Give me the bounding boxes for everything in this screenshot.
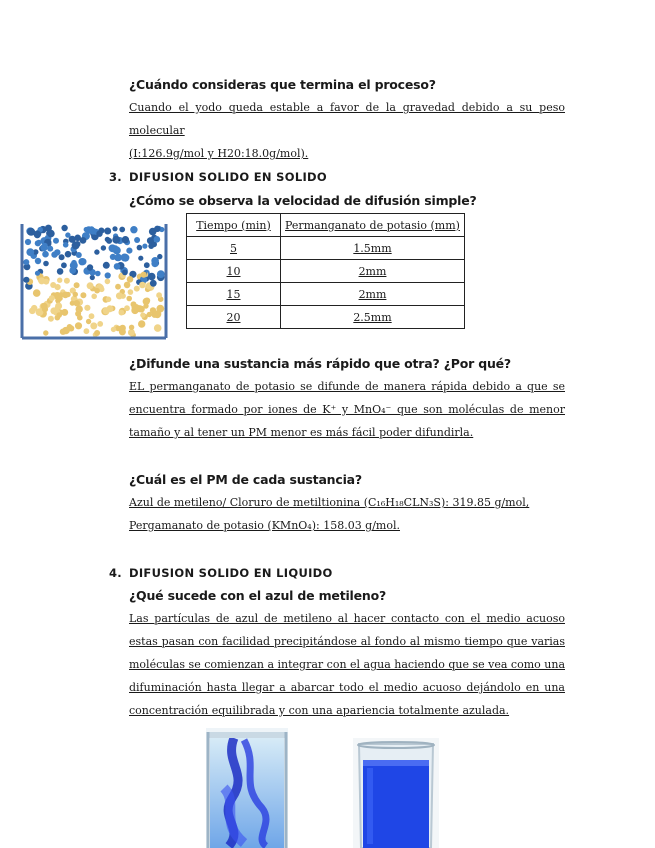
cell-time: 5: [187, 237, 281, 260]
table-header-row: [187, 214, 465, 237]
blue-bead: [53, 238, 59, 244]
blue-bead: [65, 251, 72, 258]
yellow-bead: [141, 272, 147, 278]
section-4-title: DIFUSION SOLIDO EN LIQUIDO: [129, 566, 333, 580]
yellow-bead: [111, 327, 116, 332]
blue-bead: [72, 241, 80, 249]
question-pm: ¿Cuál es el PM de cada sustancia?: [129, 472, 362, 487]
yellow-bead: [106, 305, 113, 312]
question-faster: ¿Difunde una sustancia más rápido que otra? ¿Por qué?: [129, 356, 511, 371]
blue-bead: [126, 248, 132, 254]
yellow-bead: [94, 288, 100, 294]
yellow-bead: [75, 322, 82, 329]
yellow-bead: [86, 319, 91, 324]
cell-value: 2mm: [281, 283, 465, 306]
blue-bead: [122, 236, 129, 243]
blue-bead: [23, 259, 29, 265]
solid-diffusion-image: [20, 220, 168, 340]
yellow-bead: [56, 312, 62, 318]
answer-end-line-2: (I:126.9g/mol y H20:18.0g/mol).: [129, 147, 309, 160]
blue-bead: [138, 256, 143, 261]
blue-bead: [42, 251, 49, 258]
yellow-bead: [38, 277, 45, 284]
yellow-bead: [119, 310, 125, 316]
yellow-bead: [80, 292, 86, 298]
blue-bead: [104, 228, 111, 235]
section-4-number: 4.: [109, 566, 122, 580]
yellow-bead: [50, 307, 57, 314]
blue-bead: [43, 261, 49, 267]
answer-methylene-blue: Las partículas de azul de metileno al hacer contacto con el medio acuoso estas pasan con facilidad precipitándose al fondo al mismo tiempo que varias moléculas se comienzan a integrar con el agua haciendo que se vea como una difuminación hasta llegar a abarcar todo el medio acuoso dejándolo en una concentración equilibrada y con una apariencia totalmente azulada.: [129, 612, 565, 717]
yellow-bead: [43, 330, 48, 335]
blue-bead: [80, 237, 87, 244]
blue-bead: [35, 258, 41, 264]
blue-bead: [151, 260, 158, 267]
blue-bead: [119, 227, 125, 233]
answer-pm-line-2: Pergamanato de potasio (KMnO₄): 158.03 g/mol.: [129, 519, 400, 532]
blue-bead: [35, 271, 40, 276]
yellow-bead: [124, 305, 130, 311]
answer-end-process: [129, 96, 565, 165]
blue-bead: [61, 225, 67, 231]
yellow-bead: [126, 296, 132, 302]
header-permanganate: Permanganato de potasio (mm): [281, 214, 465, 237]
blue-bead: [80, 258, 87, 265]
yellow-bead: [97, 321, 103, 327]
blue-bead: [148, 273, 156, 281]
yellow-bead: [132, 305, 137, 310]
blue-bead: [105, 237, 110, 242]
blue-bead: [26, 248, 34, 256]
cell-time: 20: [187, 306, 281, 329]
yellow-bead: [73, 292, 78, 297]
header-time: Tiempo (min): [187, 214, 281, 237]
blue-bead: [113, 246, 121, 254]
blue-beaker-photo: [353, 738, 439, 848]
blue-bead: [112, 226, 117, 231]
yellow-bead: [115, 284, 121, 290]
yellow-bead: [74, 300, 80, 306]
answer-pm: [129, 491, 565, 537]
yellow-bead: [89, 313, 95, 319]
blue-bead: [137, 245, 143, 251]
question-end-process: ¿Cuándo consideras que termina el proceso?: [129, 77, 436, 92]
section-3-title: DIFUSION SOLIDO EN SOLIDO: [129, 170, 327, 184]
table-row: [187, 237, 465, 260]
yellow-bead: [29, 308, 36, 315]
blue-bead: [23, 277, 29, 283]
answer-pm-line-1: Azul de metileno/ Cloruro de metiltionina (C₁₆H₁₈CLN₃S): 319.85 g/mol,: [129, 496, 530, 509]
blue-bead: [76, 252, 82, 258]
dye-dispersion-photo: [204, 728, 290, 848]
cell-time: 15: [187, 283, 281, 306]
blue-bead: [89, 226, 95, 232]
blue-bead: [101, 245, 106, 250]
cell-value: 2mm: [281, 260, 465, 283]
blue-bead: [150, 280, 157, 287]
blue-bead: [112, 236, 120, 244]
blue-bead: [87, 264, 93, 270]
question-methylene-blue: ¿Qué sucede con el azul de metileno?: [129, 588, 387, 603]
cell-time: 10: [187, 260, 281, 283]
blue-bead: [95, 271, 101, 277]
blue-bead: [142, 244, 147, 249]
yellow-bead: [156, 292, 162, 298]
blue-bead: [134, 237, 140, 243]
blue-bead: [130, 226, 137, 233]
yellow-bead: [150, 307, 156, 313]
blue-bead: [69, 267, 76, 274]
yellow-bead: [140, 312, 145, 317]
question-velocity: ¿Cómo se observa la velocidad de difusión simple?: [129, 193, 477, 208]
blue-bead: [47, 246, 53, 252]
blue-bead: [90, 275, 95, 280]
yellow-bead: [128, 289, 134, 295]
yellow-bead: [105, 279, 111, 285]
yellow-bead: [128, 329, 135, 336]
yellow-bead: [91, 294, 97, 300]
diffusion-table: [186, 213, 465, 329]
yellow-bead: [87, 282, 94, 289]
answer-end-line-1: Cuando el yodo queda estable a favor de la gravedad debido a su peso molecular: [129, 101, 565, 137]
yellow-bead: [74, 282, 80, 288]
blue-bead: [59, 254, 65, 260]
cell-value: 2.5mm: [281, 306, 465, 329]
blue-bead: [34, 231, 42, 239]
blue-bead: [144, 262, 150, 268]
blue-bead: [61, 262, 67, 268]
yellow-bead: [84, 328, 90, 334]
table-row: [187, 306, 465, 329]
blue-bead: [115, 254, 122, 261]
yellow-bead: [119, 325, 126, 332]
blue-bead: [114, 263, 121, 270]
yellow-bead: [143, 298, 150, 305]
yellow-bead: [49, 295, 55, 301]
yellow-bead: [90, 322, 97, 329]
blue-bead: [105, 272, 111, 278]
blue-bead: [122, 270, 128, 276]
blue-bead: [157, 270, 165, 278]
yellow-bead: [57, 295, 63, 301]
blue-bead: [65, 232, 70, 237]
yellow-bead: [84, 305, 90, 311]
yellow-bead: [57, 278, 62, 283]
blue-bead: [84, 227, 89, 232]
yellow-bead: [116, 292, 123, 299]
blue-bead: [154, 226, 160, 232]
blue-bead: [94, 249, 99, 254]
blue-bead: [154, 236, 161, 243]
yellow-bead: [134, 286, 140, 292]
yellow-bead: [75, 311, 81, 317]
blue-bead: [96, 231, 102, 237]
yellow-bead: [154, 324, 162, 332]
table-row: [187, 260, 465, 283]
yellow-bead: [50, 282, 56, 288]
section-3-number: 3.: [109, 170, 122, 184]
yellow-bead: [33, 289, 41, 297]
yellow-bead: [64, 278, 70, 284]
yellow-bead: [106, 297, 112, 303]
yellow-bead: [139, 282, 146, 289]
answer-faster: EL permanganato de potasio se difunde de manera rápida debido a que se encuentra formado por iones de K⁺ y MnO₄⁻ que son moléculas de menor tamaño y al tener un PM menor es más fácil poder difundirla.: [129, 380, 565, 439]
yellow-bead: [68, 325, 74, 331]
blue-bead: [25, 239, 31, 245]
yellow-bead: [48, 316, 54, 322]
yellow-bead: [129, 325, 134, 330]
yellow-bead: [156, 305, 164, 313]
blue-bead: [42, 243, 48, 249]
yellow-bead: [94, 330, 100, 336]
blue-bead: [103, 262, 110, 269]
blue-bead: [57, 268, 64, 275]
yellow-bead: [42, 306, 48, 312]
blue-bead: [63, 242, 69, 248]
yellow-bead: [127, 276, 134, 283]
yellow-bead: [138, 320, 145, 327]
blue-bead: [47, 230, 55, 238]
blue-bead: [51, 251, 57, 257]
yellow-bead: [60, 329, 66, 335]
table-row: [187, 283, 465, 306]
yellow-bead: [124, 282, 131, 289]
cell-value: 1.5mm: [281, 237, 465, 260]
blue-bead: [157, 254, 162, 259]
